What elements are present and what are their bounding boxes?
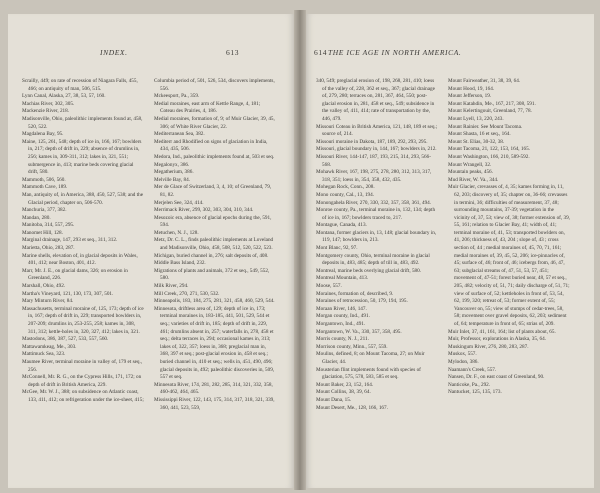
index-entry: Mckeesport, Pa., 359. bbox=[154, 93, 200, 100]
index-entry: Minnesota, driftless area of, 129; depth of ice in, 173; terminal moraines in, 183-185, 441, 501, 529, 544 et seq.; varieties of drift in, 185; depth of drift in, 229, 461; drumlins absent in, 257; waterfalls in, 278, 458 et seq.; delta terraces in, 294; occasional kames in, 313; lakes of, 322, 357; loess in, 368; preglacial man in, 368, 397 et seq.; post-glacial erosion in, 458 et seq.; buried channel in, 410 et seq.; wells in, 451, 490, 496; glacial deposits in, 492; paleolithic discoveries in, 509, 557 et seq. bbox=[154, 305, 275, 381]
index-entry: Maine, 125, 261, 548; depth of ice in, 166, 167; bowlders in, 217; depth of drift in, 229; absence of drumlins in, 256; kames in, 309-311, 312; lakes in, 321, 551; submergence in, 413; marine beds covering glacial drift, 580. bbox=[22, 138, 142, 176]
index-entry: Mount Baker, 23, 152, 164. bbox=[316, 381, 374, 388]
index-entry: Metz, Dr. C. L., finds paleolithic implements at Loveland and Madisonville, Ohio, 458, 508, 512, 520, 522, 523. bbox=[154, 237, 274, 252]
index-entry: Morgan county, Ind., 491. bbox=[316, 313, 370, 320]
index-entry: Mono county, Cal., 13, 194. bbox=[316, 191, 375, 198]
index-entry: Mer de Glace of Switzerland, 3, 4, 10; of Greenland, 79, 81, 82. bbox=[154, 184, 272, 198]
index-entry: Moraines of retrocession, 50, 179, 194, 195. bbox=[316, 298, 408, 305]
index-entry: Mount Rainier. See Mount Tacoma. bbox=[448, 123, 523, 130]
index-entry: Monongahela River, 270, 330, 332, 357, 358, 361, 494. bbox=[316, 199, 432, 206]
index-entry: Mohawk River, 167, 198, 275, 278, 280, 312, 313, 317, 318, 351; loess in, 354, 358, 432, 435. bbox=[316, 169, 432, 183]
index-entry: Magdalena Bay, 95. bbox=[22, 131, 64, 138]
index-entry: Mylodon, 386. bbox=[448, 358, 479, 365]
index-entry: Medora, Ind., paleolithic implements found at, 503 et seq. bbox=[154, 153, 275, 160]
index-entry: Minneapolis, 183, 184, 275, 281, 321, 458, 460, 529, 544. bbox=[154, 298, 275, 305]
index-entry: Mount Collins, 38, 39, 64. bbox=[316, 389, 371, 396]
index-entry: Muir, Professor, explorations in Alaska, 35, 64. bbox=[448, 336, 546, 343]
index-column-1 bbox=[22, 78, 144, 405]
index-entry: Montgomery county, Ohio, terminal moraine in glacial deposits in, 483, 485; depth of till in, 483, 492. bbox=[316, 252, 430, 267]
index-entry: Migrations of plants and animals, 372 et seq., 549, 552, 580. bbox=[154, 267, 270, 282]
index-entry: Morgantown, W. Va., 330, 357, 358, 495. bbox=[316, 328, 402, 335]
index-entry: Merrimack River, 299, 302, 303, 304, 310, 344. bbox=[154, 207, 254, 214]
index-entry: Manchuria, 377, 382. bbox=[22, 207, 67, 214]
index-entry: Merjelen See, 324, 414. bbox=[154, 199, 204, 206]
index-entry: Mandan, 280. bbox=[22, 214, 51, 221]
index-entry: Mohegan Rock, Conn., 208. bbox=[316, 184, 375, 191]
index-entry: Manitoba, 314, 557, 295. bbox=[22, 222, 75, 229]
index-entry: Mount Katahdin, Me., 167, 217, 308, 591. bbox=[448, 100, 536, 107]
index-entry: McGee, Mr. W. J., 388; on subsidence on Atlantic coast, 133, 411, 412; on refrigeration under the ice-sheet, 415; bbox=[22, 389, 144, 403]
index-entry: Middle Bass Island, 232. bbox=[154, 260, 206, 267]
index-entry: Montana, former glaciers in, 13, 148; glacial boundary in, 119, 147; bowlders in, 213. bbox=[316, 229, 437, 244]
index-entry: Morrison county, Minn., 557, 559. bbox=[316, 343, 388, 350]
index-entry: Martha's Vineyard, 121, 130, 173, 307, 501. bbox=[22, 290, 114, 297]
index-entry: Nansen, Dr. F., on east coast of Greenland, 90. bbox=[448, 374, 545, 381]
index-entry: Naamann's Creek, 557. bbox=[448, 366, 497, 373]
index-entry: Muir Inlet, 37, 41, 161, 164; list of plants about, 65. bbox=[448, 328, 556, 335]
index-entry: Mount Dana, 15. bbox=[316, 396, 352, 403]
index-entry: Mesozoic era, absence of glacial epochs during the, 591, 594. bbox=[154, 214, 272, 229]
left-page bbox=[8, 14, 294, 488]
index-entry: Mount Tacoma, 21, 122, 153, 164, 165. bbox=[448, 146, 530, 153]
running-title: INDEX. bbox=[100, 48, 128, 57]
index-entry: Medial moraines, formation of, 9; of Muir Glacier, 39, 45, 306; of White River Glacier, 22. bbox=[154, 115, 275, 130]
index-entry: Mediterranean Sea, 382. bbox=[154, 131, 205, 138]
index-entry: Morgantown, Ind., 491. bbox=[316, 321, 366, 327]
index-entry: Muskingum River, 276, 280, 283, 287. bbox=[448, 343, 529, 350]
index-entry: Marshall, Ohio, 492. bbox=[22, 283, 66, 290]
index-entry: Michigan, buried channel in, 276; salt deposits of, 408. bbox=[154, 252, 269, 259]
index-entry: Missouri Coteau in British America, 121, 148, 189 et seq.; source of, 214. bbox=[316, 123, 438, 138]
index-entry: Mud River, W. Va., 344. bbox=[448, 176, 499, 183]
index-entry: Moose, 557. bbox=[316, 283, 342, 290]
index-entry: Mammoth Cave, 189. bbox=[22, 184, 68, 191]
index-entry: Madisonville, Ohio, paleolithic implements found at, 458, 520, 522. bbox=[22, 115, 143, 130]
index-entry: Mount Fairweather, 31, 38, 39, 64. bbox=[448, 78, 521, 84]
index-column-2 bbox=[154, 78, 276, 412]
index-entry: Mammoth, 506, 560. bbox=[22, 176, 66, 183]
index-entry: Nanticoke, Pa., 292. bbox=[448, 381, 491, 388]
page-number: 614 bbox=[314, 48, 328, 57]
index-entry: Moraines, formation of, described, 9. bbox=[316, 290, 394, 297]
index-entry: Muir Glacier, crevasses of, 4, 35; kames forming in, 11, 62, 203; discovery of, 35; chapter on, 36-66; crevasses in termini, 36; difficulties of measurement, 37, 48; surrounding mountains, 37-39; vegetation in the vicinity of, 37, 53; view of, 38; former extension of, 39, 55, 161; relation to Glacier Bay, 41; width of, 41; terminal moraine of, 41, 53; transported bowlders on, 41, 206; thickness of, 43, 204 ; slope of, 43 ; cross section of, 44 ; medial moraines of, 45, 70, 71, 161; medial moraines of, 39, 45, 52, 206; ice-pinnacles of, 45; surface of, 46; front of, 46; icebergs from, 46, 47, 63; subglacial streams of, 47, 51, 53, 57, 451; movement of, 47-51; forest buried near, 48, 57 et seq., 205, 482; velocity of, 51, 71; daily discharge of, 51, 71; view of surface of, 52; kettleholes in front of, 53, 54, 62, 199, 320; retreat of, 53; former extent of, 55; Vancouver on, 55; view of stumps of cedar-trees, 58, 58; movement over gravel deposits, 62, 203; sediment of, 64; temperature in front of, 65; strias of, 209. bbox=[448, 184, 570, 327]
index-entry: Marr, Mr. J. E., on glacial dams, 326; on erosion in Greenland, 226. bbox=[22, 267, 128, 282]
index-entry: Mediterr and Rhodified on signs of glaciation in India, 434, 435, 506. bbox=[154, 138, 268, 153]
page-number: 613 bbox=[226, 48, 240, 57]
index-entry: Mount Jefferson, 19. bbox=[448, 93, 492, 100]
index-entry: Mount Shasta, 16 et seq., 164. bbox=[448, 131, 511, 138]
index-entry: Marietta, Ohio, 283, 287. bbox=[22, 245, 75, 252]
index-entry: McConnell, Mr. R. G., on the Cypress Hills, 171, 172; on depth of drift in British America, 229. bbox=[22, 374, 142, 388]
index-entry: Metuchen, N. J., 128. bbox=[154, 229, 199, 236]
index-entry: Moraan River, 146, 147. bbox=[316, 305, 367, 312]
index-entry: Mount Wrangell, 32. bbox=[448, 161, 492, 168]
index-entry: Mount Desert, Me., 128, 166, 167. bbox=[316, 404, 388, 411]
index-entry: Man, antiquity of, in America, 388, 450, 527, 538; and the Glacial period, chapter on, 506-570. bbox=[22, 191, 144, 206]
index-entry: Mary Minturn River, 84. bbox=[22, 298, 74, 305]
index-entry: Missouri, glacial boundary in, 144, 167; bowlders in, 212. bbox=[316, 146, 437, 153]
index-entry: Missouri River, 144-147, 187, 193, 215, 314, 293, 566-568. bbox=[316, 153, 431, 168]
index-entry: Mountain peaks, 456. bbox=[448, 169, 493, 176]
index-entry: Minnesota River, 174, 281, 282, 285, 314, 321, 332, 358, 460-462, 464, 465. bbox=[154, 381, 273, 396]
index-entry: Mount Kelertingouit, Greenland, 77, 78. bbox=[448, 108, 532, 115]
index-entry: Marine shells, elevation of, in glacial deposits in Wales, 401, 412; near Boston, 401, 412. bbox=[22, 252, 138, 267]
index-entry: Machias River, 302, 305. bbox=[22, 100, 75, 107]
index-entry: Mississippi River, 122, 143, 175, 314, 317, 318, 321, 339, 360, 441, 523, 559, bbox=[154, 396, 275, 411]
index-entry: Muskox, 557. bbox=[448, 351, 477, 358]
index-column-1 bbox=[316, 78, 438, 412]
index-entry: Mackenzie River, 218. bbox=[22, 108, 70, 115]
index-entry: Moulins, defined, 8; on Mount Tacoma, 27; on Muir Glacier, 44. bbox=[316, 351, 425, 365]
index-entry: Columbia period of, 501, 526, 534, discovers implements, 556. bbox=[154, 78, 275, 92]
index-entry: Montreal, marine beds overlying glacial drift, 580. bbox=[316, 267, 422, 274]
index-entry: Montreal Mountain, 413. bbox=[316, 275, 369, 282]
index-entry: Mastodons, 386, 387, 527, 533, 557, 560. bbox=[22, 336, 109, 343]
index-entry: Melville Bay, 84. bbox=[154, 176, 190, 183]
index-entry: Manomet Hill, 128. bbox=[22, 229, 63, 236]
index-entry: Massachusetts, terminal moraine of, 125, 173; depth of ice in, 167; depth of drift in, 229; transported bowlders in, 207-209; drumlins in, 253-255, 258; kames in, 308, 311, 312; kettle-holes in, 320, 327, 412; lakes in, 321. bbox=[22, 305, 144, 335]
index-entry: Mousterian flint implements found with species of glaciation, 575, 578, 583, 585 et seq. bbox=[316, 366, 421, 381]
index-entry: Mount St. Elias, 30-32, 38. bbox=[448, 138, 505, 145]
index-entry: Lynn Canal, Alaska, 27, 38, 53, 57, 160. bbox=[22, 93, 106, 100]
index-entry: Nantucket, 125, 135, 173. bbox=[448, 389, 502, 396]
index-entry: Morris county, N. J., 211. bbox=[316, 336, 369, 343]
book-spine bbox=[294, 10, 306, 490]
index-entry: Mattimuck Sea, 323. bbox=[22, 351, 66, 358]
index-entry: Mount Lyell, 13, 220, 243. bbox=[448, 115, 504, 122]
index-entry: Mont Blanc, 92, 97. bbox=[316, 245, 358, 252]
index-entry: Missouri moraine in Dakota, 187, 189, 292, 293, 295. bbox=[316, 138, 428, 145]
index-entry: Megalonyx, 386. bbox=[154, 161, 190, 168]
index-entry: Monroe county, Pa., terminal moraine in, 132, 134; depth of ice in, 167; bowlders traced to, 217. bbox=[316, 207, 436, 221]
index-entry: Scrailly, 449; on rate of recession of Niagara Falls, 455, 466; on antiquity of man, 506, 515. bbox=[22, 78, 138, 92]
index-entry: Maumee River, terminal moraine in valley of, 179 et seq., 256. bbox=[22, 358, 143, 373]
index-entry: Mount Washington, 166, 210, 589-592. bbox=[448, 153, 530, 160]
running-title: THE ICE AGE IN NORTH AMERICA. bbox=[328, 48, 462, 57]
right-page bbox=[306, 14, 594, 488]
index-column-2 bbox=[448, 78, 570, 397]
index-entry: Marginal drainage, 147, 293 et seq., 311, 312. bbox=[22, 237, 118, 244]
index-entry: Mattawamkeag, Me., 303. bbox=[22, 343, 77, 350]
index-entry: Mill Creek, 270, 271, 530, 532. bbox=[154, 290, 220, 297]
index-entry: Montague, Canada, 413. bbox=[316, 222, 367, 229]
index-entry: Medial moraines, east arm of Kettle Range, 4, 181; Coteau des Prairies, 4, 186. bbox=[154, 100, 261, 115]
index-entry: Mount Hood, 19, 164. bbox=[448, 85, 495, 92]
index-entry: 340, 549; preglacial erosion of, 198, 268, 281, 410; loess of the valley of, 228, 362 et seq., 367; glacial drainage of, 279, 280; terraces on, 281, 367, 464, 550; post-glacial erosion in, 281, 458 et seq., 549; subsidence in the valley of, 411, 414; rate of transportation by the, 446, 479. bbox=[316, 78, 435, 122]
index-entry: Milk River, 294. bbox=[154, 283, 189, 290]
index-entry: Megatherium, 386. bbox=[154, 169, 194, 176]
